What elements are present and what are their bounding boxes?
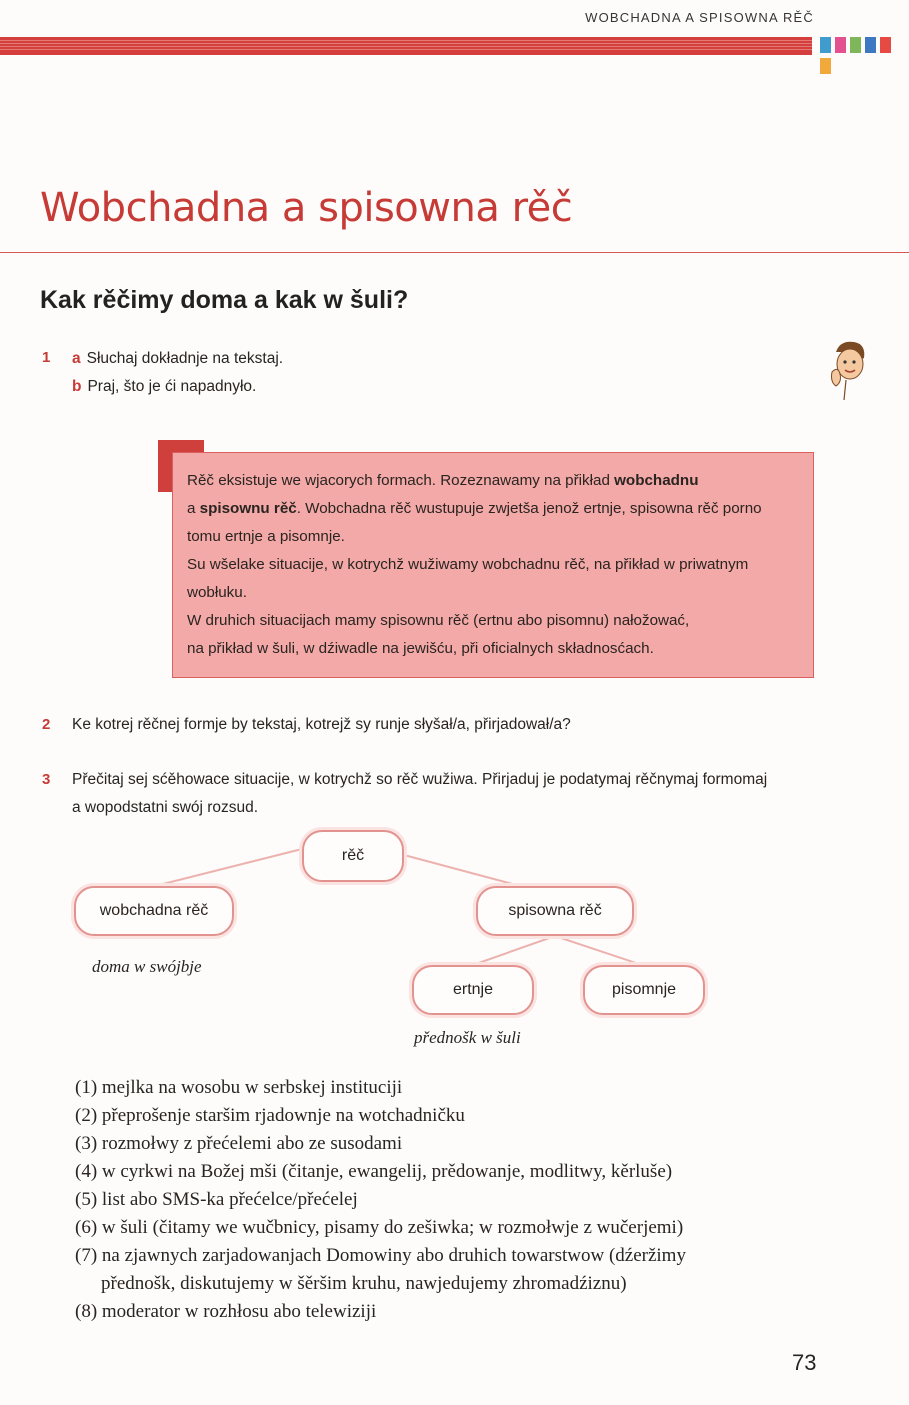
connector-root-right: [404, 855, 520, 886]
list-item: (4) w cyrkwi na Božej mši (čitanje, ewangelij, prědowanje, modlitwy, kěrluše): [75, 1161, 673, 1182]
chapter-title: Wobchadna a spisowna rěč: [40, 185, 573, 231]
node-root: rěč: [302, 830, 404, 882]
info-line-2-prefix: a: [187, 500, 200, 517]
connector-root-left: [155, 849, 302, 886]
exercise-1a-text: Słuchaj dokładnje na tekstaj.: [86, 350, 284, 367]
exercise-1b-letter: b: [72, 378, 82, 395]
node-spisowna: spisowna rěč: [476, 886, 634, 936]
list-item: (2) přeprošenje staršim rjadownje na wotchadničku: [75, 1105, 465, 1126]
info-line-3: tomu ertnje a pisomnje.: [187, 528, 345, 545]
node-pisomnje: pisomnje: [583, 965, 705, 1015]
list-item: (5) list abo SMS-ka přećelce/přećelej: [75, 1189, 358, 1210]
exercise-1-number: 1: [42, 349, 51, 366]
exercise-3-line-1: Přečitaj sej sćěhowace situacije, w kotrychž so rěč wužiwa. Přirjaduj je podatymaj rěčnymaj formomaj: [72, 771, 768, 788]
connector-right-ertnje: [473, 936, 555, 965]
list-item: (6) w šuli (čitamy we wučbnicy, pisamy do zešiwka; w rozmołwje z wučerjemi): [75, 1217, 684, 1238]
info-line-2-bold: spisownu rěč: [199, 500, 297, 517]
exercise-1a-letter: a: [72, 350, 81, 367]
info-line-4: Su wšelake situacije, w kotrychž wužiwamy wobchadnu rěč, na přikład w priwatnym: [187, 556, 749, 573]
list-item: (1) mejlka na wosobu w serbskej instituciji: [75, 1077, 403, 1098]
exercise-3-line-2: a wopodstatni swój rozsud.: [72, 799, 259, 816]
list-item-continuation: přednošk, diskutujemy w šěršim kruhu, nawjedujemy zhromadźiznu): [101, 1273, 627, 1294]
connector-right-pisomnje: [555, 936, 642, 965]
list-item: (7) na zjawnych zarjadowanjach Domowiny abo druhich towarstwow (dźeržimy: [75, 1245, 686, 1266]
exercise-2-number: 2: [42, 716, 51, 733]
list-item: (8) moderator w rozhłosu abo telewiziji: [75, 1301, 377, 1322]
node-wobchadna: wobchadna rěč: [74, 886, 234, 936]
exercise-1b-text: Praj, što je ći napadnyło.: [87, 378, 257, 395]
exercise-2-text: Ke kotrej rěčnej formje by tekstaj, kotrejž sy runje słyšał/a, přirjadował/a?: [72, 716, 571, 733]
note-prednosk: přednošk w šuli: [414, 1028, 521, 1047]
info-line-1-bold: wobchadnu: [614, 472, 699, 489]
page-number: 73: [792, 1350, 817, 1375]
info-line-7: na přikład w šuli, w dźiwadle na jewišću, při oficialnych składnosćach.: [187, 640, 654, 657]
running-head: WOBCHADNA A SPISOWNA RĚČ: [585, 10, 814, 25]
section-heading: Kak rěčimy doma a kak w šuli?: [40, 286, 409, 314]
info-line-1-text: Rěč eksistuje we wjacorych formach. Rozeznawamy na přikład: [187, 472, 615, 489]
list-item: (3) rozmołwy z přećelemi abo ze susodami: [75, 1133, 403, 1154]
info-line-5: wobłuku.: [187, 584, 247, 601]
exercise-3-number: 3: [42, 771, 51, 788]
info-line-2-rest: . Wobchadna rěč wustupuje zwjetša jenož ertnje, spisowna rěč porno: [296, 500, 762, 517]
info-line-6: W druhich situacijach mamy spisownu rěč (ertnu abo pisomnu) nałožować,: [187, 612, 690, 629]
node-ertnje: ertnje: [412, 965, 534, 1015]
note-doma: doma w swójbje: [92, 957, 202, 976]
